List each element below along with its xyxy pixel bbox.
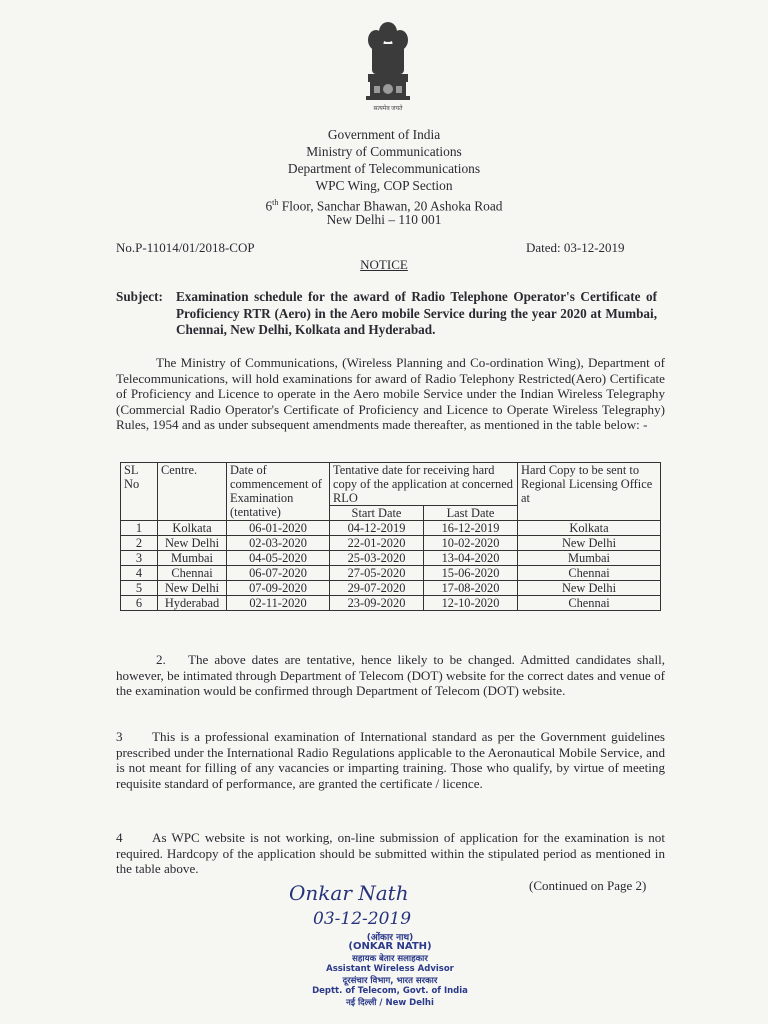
- cell-rlo: New Delhi: [518, 536, 661, 551]
- cell-exam-date: 07-09-2020: [227, 581, 330, 596]
- cell-sl: 1: [121, 521, 158, 536]
- cell-centre: New Delhi: [158, 581, 227, 596]
- stamp-city: नई दिल्ली / New Delhi: [346, 998, 434, 1008]
- table-header-row: [121, 463, 661, 506]
- table-row: [121, 536, 661, 551]
- header-last-date: Last Date: [424, 506, 518, 521]
- stamp-title-hindi: सहायक बेतार सलाहकार: [352, 954, 428, 964]
- header-line-section: WPC Wing, COP Section: [315, 178, 453, 193]
- cell-last-date: 13-04-2020: [424, 551, 518, 566]
- handwritten-signature: [285, 880, 485, 930]
- cell-start-date: 29-07-2020: [330, 581, 424, 596]
- cell-rlo: Chennai: [518, 596, 661, 611]
- cell-exam-date: 06-01-2020: [227, 521, 330, 536]
- paragraph-4-text: As WPC website is not working, on-line submission of application for the examination is not required. Hardcopy of the application should be submitted within the stipulated period as mentioned in the table above.: [116, 830, 665, 877]
- header-start-date: Start Date: [330, 506, 424, 521]
- header-tentative: Tentative date for receiving hard copy of the application at concerned RLO: [330, 463, 518, 506]
- paragraph-2-text: The above dates are tentative, hence likely to be changed. Admitted candidates shall, however, be intimated through Department of Telecom (DOT) website for the correct dates and venue of the examination would be confirmed through Department of Telecom (DOT) website.: [116, 652, 665, 699]
- paragraph-2-number: 2.: [156, 652, 166, 667]
- stamp-name: (ONKAR NATH): [348, 941, 432, 952]
- header-line-ministry: Ministry of Communications: [306, 144, 462, 159]
- subject-text: Examination schedule for the award of Radio Telephone Operator's Certificate of Proficiency RTR (Aero) in the Aero mobile Service during the year 2020 at Mumbai, Chennai, New Delhi, Kolkata and Hyderabad.: [176, 289, 657, 337]
- table-row: [121, 566, 661, 581]
- cell-centre: Kolkata: [158, 521, 227, 536]
- intro-paragraph: The Ministry of Communications, (Wireless Planning and Co-ordination Wing), Department of Telecommunications, will hold examinations for award of Radio Telephony Restricted(Aero) Certificate of Proficiency and Licence to operate in the Aero mobile Service under the Indian Wireless Telegraphy (Commercial Radio Operator's Certificate of Proficiency and Licence to Operate Wireless Telegraphy) Rules, 1954 and as under subsequent amendments made thereafter, as mentioned in the table below: -: [116, 355, 665, 433]
- notice-title: NOTICE: [360, 257, 408, 272]
- stamp-name-hindi: (ओंकार नाथ): [366, 933, 414, 943]
- header-exam-date: Date of commencement of Examination (tentative): [227, 463, 330, 521]
- cell-rlo: Kolkata: [518, 521, 661, 536]
- cell-exam-date: 02-11-2020: [227, 596, 330, 611]
- header-sl: SL No: [121, 463, 158, 521]
- address-floor-superscript: th: [272, 198, 279, 207]
- state-emblem: [360, 18, 416, 112]
- stamp-dept: Deptt. of Telecom, Govt. of India: [312, 986, 468, 996]
- signature-drawing: [285, 880, 485, 930]
- paragraph-4: [116, 830, 665, 877]
- cell-centre: Mumbai: [158, 551, 227, 566]
- cell-centre: New Delhi: [158, 536, 227, 551]
- cell-sl: 5: [121, 581, 158, 596]
- cell-last-date: 15-06-2020: [424, 566, 518, 581]
- paragraph-3: [116, 729, 665, 791]
- reference-number: No.P-11014/01/2018-COP: [116, 240, 255, 255]
- cell-start-date: 25-03-2020: [330, 551, 424, 566]
- header-line-city: New Delhi – 110 001: [326, 212, 442, 227]
- cell-last-date: 10-02-2020: [424, 536, 518, 551]
- schedule-table: [120, 462, 661, 611]
- cell-last-date: 16-12-2019: [424, 521, 518, 536]
- continued-note: (Continued on Page 2): [529, 878, 647, 893]
- paragraph-2: [116, 652, 665, 699]
- cell-exam-date: 04-05-2020: [227, 551, 330, 566]
- signature-name: Onkar Nath: [289, 881, 409, 905]
- cell-start-date: 27-05-2020: [330, 566, 424, 581]
- cell-rlo: New Delhi: [518, 581, 661, 596]
- subject-label: Subject:: [116, 289, 163, 304]
- table-row: [121, 551, 661, 566]
- cell-rlo: Mumbai: [518, 551, 661, 566]
- table-row: [121, 521, 661, 536]
- cell-sl: 2: [121, 536, 158, 551]
- cell-sl: 4: [121, 566, 158, 581]
- cell-centre: Hyderabad: [158, 596, 227, 611]
- cell-centre: Chennai: [158, 566, 227, 581]
- cell-last-date: 17-08-2020: [424, 581, 518, 596]
- cell-start-date: 23-09-2020: [330, 596, 424, 611]
- cell-rlo: Chennai: [518, 566, 661, 581]
- address-floor-number: 6: [265, 198, 273, 214]
- paragraph-3-text: This is a professional examination of International standard as per the Government guidelines prescribed under the International Radio Regulations applicable to the Aeronautical Mobile Service, and is not meant for filling of any vacancies or imparting training. Those who qualify, by virtue of meeting requisite standard of performance, are granted the certificate / licence.: [116, 729, 665, 791]
- table-row: [121, 596, 661, 611]
- state-emblem-icon: [360, 18, 416, 112]
- header-centre: Centre.: [158, 463, 227, 521]
- stamp-dept-hindi: दूरसंचार विभाग, भारत सरकार: [342, 976, 438, 986]
- cell-start-date: 22-01-2020: [330, 536, 424, 551]
- header-hard-copy: Hard Copy to be sent to Regional Licensing Office at: [518, 463, 661, 521]
- cell-exam-date: 06-07-2020: [227, 566, 330, 581]
- header-line-department: Department of Telecommunications: [287, 161, 481, 176]
- header-line-government: Government of India: [327, 127, 441, 142]
- cell-start-date: 04-12-2019: [330, 521, 424, 536]
- cell-sl: 3: [121, 551, 158, 566]
- stamp-title: Assistant Wireless Advisor: [326, 964, 454, 974]
- paragraph-3-number: 3: [116, 729, 123, 744]
- signature-date: 03-12-2019: [313, 909, 412, 929]
- table-row: [121, 581, 661, 596]
- emblem-motto: सत्यमेव जयते: [373, 106, 403, 112]
- cell-exam-date: 02-03-2020: [227, 536, 330, 551]
- address-rest: Floor, Sanchar Bhawan, 20 Ashoka Road: [278, 198, 503, 214]
- reference-date: Dated: 03-12-2019: [526, 240, 625, 255]
- cell-sl: 6: [121, 596, 158, 611]
- cell-last-date: 12-10-2020: [424, 596, 518, 611]
- paragraph-4-number: 4: [116, 830, 123, 845]
